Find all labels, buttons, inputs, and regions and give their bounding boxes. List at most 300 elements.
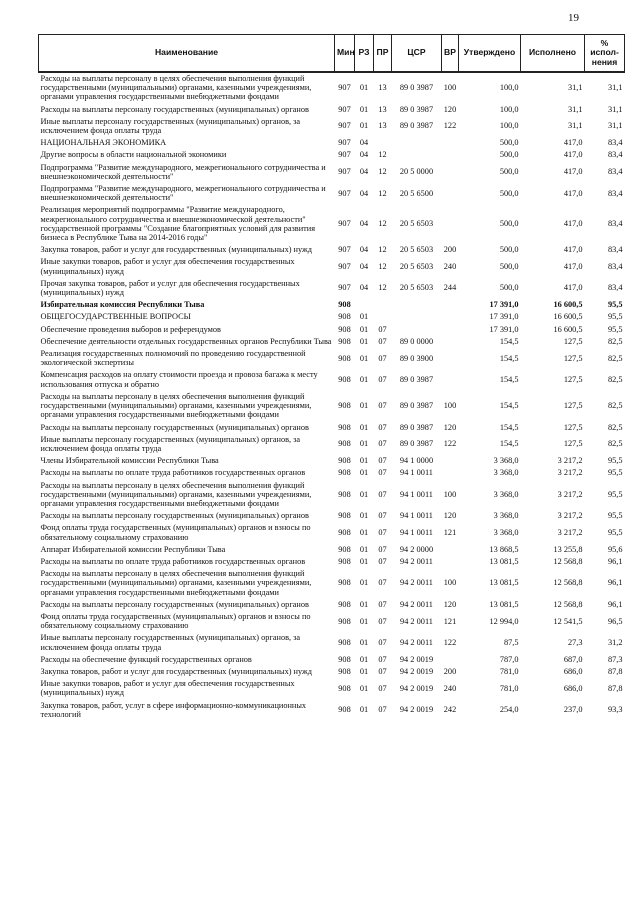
cell-percent: 31,1 [607, 104, 623, 114]
cell-name: Иные выплаты персоналу государственных (муниципальных) органов, за исключением фонда оплаты труда [40, 633, 301, 652]
cell-name: Расходы на выплаты персоналу государственных (муниципальных) органов [40, 422, 309, 432]
cell-rz: 01 [359, 511, 369, 521]
cell-min: 907 [338, 219, 351, 229]
cell-rz: 01 [359, 544, 369, 554]
cell-vr: 120 [443, 422, 457, 432]
cell-vr: 122 [443, 637, 457, 647]
cell-min: 908 [338, 439, 351, 449]
header-approved: Утверждено [459, 35, 521, 73]
cell-rz: 01 [359, 353, 369, 363]
header-min: Мин [335, 35, 355, 73]
cell-approved: 154,5 [499, 401, 519, 411]
cell-vr [442, 556, 459, 568]
cell-executed: 31,1 [567, 121, 583, 131]
cell-approved: 154,5 [499, 439, 519, 449]
table-row [39, 299, 625, 311]
cell-rz: 01 [359, 637, 369, 647]
table-row [39, 522, 625, 543]
table-row [39, 104, 625, 116]
cell-percent: 82,5 [607, 439, 623, 449]
cell-pr [374, 137, 392, 149]
cell-percent: 87,3 [607, 654, 623, 664]
cell-csr: 20 5 0000 [399, 167, 434, 177]
cell-rz: 01 [359, 336, 369, 346]
cell-vr: 100 [443, 489, 457, 499]
cell-min: 908 [338, 401, 351, 411]
cell-name: Фонд оплаты труда государственных (муниципальных) органов и взносы по обязательному социальному страхованию [40, 523, 311, 542]
cell-percent: 83,4 [607, 283, 623, 293]
cell-percent: 82,5 [607, 336, 623, 346]
cell-percent: 83,4 [607, 219, 623, 229]
header-name: Наименование [39, 35, 335, 73]
cell-rz: 04 [359, 245, 369, 255]
cell-name: Расходы на выплаты по оплате труда работников государственных органов [40, 468, 306, 478]
cell-executed: 417,0 [563, 219, 583, 229]
cell-csr: 94 2 0019 [399, 666, 434, 676]
cell-min: 908 [338, 489, 351, 499]
cell-executed: 3 217,2 [557, 527, 583, 537]
cell-pr: 07 [378, 527, 387, 537]
cell-percent: 83,4 [607, 138, 623, 148]
cell-approved: 3 368,0 [493, 468, 519, 478]
cell-percent: 82,5 [607, 375, 623, 385]
cell-min: 908 [338, 312, 351, 322]
cell-name: Компенсация расходов на оплату стоимости проезда и провоза багажа к месту использования отпуска и обратно [40, 370, 318, 389]
cell-csr: 94 1 0011 [400, 511, 433, 521]
cell-rz: 04 [359, 138, 369, 148]
cell-approved: 3 368,0 [493, 527, 519, 537]
table-row [39, 369, 625, 390]
cell-pr: 07 [378, 616, 387, 626]
cell-executed: 127,5 [563, 336, 583, 346]
cell-name: Расходы на выплаты персоналу в целях обеспечения выполнения функций государственными (муниципальными) органами, казенными учреждениями, органами управления государственными внебюджетными фондами [40, 74, 312, 102]
cell-rz: 01 [359, 456, 369, 466]
cell-rz: 01 [359, 666, 369, 676]
cell-csr: 94 2 0011 [400, 578, 433, 588]
cell-name: Прочая закупка товаров, работ и услуг для обеспечения государственных (муниципальных) нужд [40, 278, 300, 298]
cell-rz: 04 [359, 150, 369, 160]
cell-executed: 12 541,5 [553, 616, 583, 626]
cell-min: 908 [338, 616, 351, 626]
cell-pr: 07 [378, 324, 387, 334]
cell-percent: 87,8 [607, 683, 623, 693]
cell-name: Иные закупки товаров, работ и услуг для обеспечения государственных (муниципальных) нужд [40, 679, 295, 698]
cell-min: 908 [338, 527, 351, 537]
cell-name: Реализация мероприятий подпрограммы "Развитие международного, межрегионального сотрудничества и внешнеэкономической деятельности" государственной программы "Создание благоприятных условий для развития бизнеса в Республике Тыва на 2014-2016 годы" [40, 205, 316, 243]
cell-pr: 07 [378, 544, 387, 554]
cell-pr: 12 [378, 150, 387, 160]
cell-approved: 154,5 [499, 353, 519, 363]
cell-csr: 94 1 0000 [399, 456, 434, 466]
cell-vr: 120 [443, 104, 457, 114]
table-row [39, 204, 625, 244]
table-row [39, 544, 625, 556]
cell-csr [392, 137, 442, 149]
table-row [39, 678, 625, 699]
cell-name: Расходы на выплаты персоналу в целях обеспечения выполнения функций государственными (муниципальными) органами, казенными учреждениями, органами управления государственными внебюджетными фондами [40, 569, 312, 597]
table-row [39, 278, 625, 299]
cell-approved: 13 081,5 [489, 578, 519, 588]
cell-executed: 417,0 [563, 188, 583, 198]
cell-approved: 13 081,5 [489, 556, 519, 566]
cell-name: Реализация государственных полномочий по проведению государственной экологической экспертизы [40, 349, 306, 368]
cell-min: 908 [338, 456, 351, 466]
cell-min: 907 [338, 188, 351, 198]
cell-vr: 121 [443, 616, 457, 626]
cell-rz: 01 [359, 468, 369, 478]
cell-pr: 07 [378, 705, 387, 715]
cell-executed: 127,5 [563, 375, 583, 385]
cell-min: 907 [338, 138, 351, 148]
cell-rz: 01 [359, 578, 369, 588]
table-row [39, 480, 625, 511]
cell-name: Члены Избирательной комиссии Республики Тыва [40, 456, 219, 466]
cell-vr [442, 299, 459, 311]
cell-csr: 89 0 3900 [399, 353, 434, 363]
cell-vr: 100 [443, 578, 457, 588]
cell-min: 907 [338, 150, 351, 160]
cell-percent: 96,5 [607, 616, 623, 626]
cell-vr [442, 183, 459, 204]
cell-approved: 787,0 [499, 654, 519, 664]
table-row [39, 632, 625, 653]
cell-vr [442, 324, 459, 336]
cell-csr: 20 5 6503 [399, 245, 434, 255]
cell-vr [442, 455, 459, 467]
cell-csr: 94 2 0019 [399, 683, 434, 693]
cell-name: ОБЩЕГОСУДАРСТВЕННЫЕ ВОПРОСЫ [40, 312, 191, 322]
cell-pr: 12 [378, 245, 387, 255]
cell-executed: 27,3 [567, 637, 583, 647]
cell-rz: 01 [359, 683, 369, 693]
cell-min: 908 [338, 324, 351, 334]
cell-approved: 500,0 [499, 262, 519, 272]
cell-rz: 01 [359, 556, 369, 566]
cell-name: Закупка товаров, работ, услуг в сфере информационно-коммуникационных технологий [40, 700, 307, 719]
cell-min: 908 [338, 654, 351, 664]
cell-executed: 3 217,2 [557, 468, 583, 478]
table-row [39, 72, 625, 104]
cell-approved: 17 391,0 [489, 300, 519, 310]
cell-rz: 04 [359, 167, 369, 177]
cell-executed: 16 600,5 [553, 324, 583, 334]
cell-executed: 417,0 [563, 150, 583, 160]
cell-csr: 94 2 0011 [400, 616, 433, 626]
cell-name: Расходы на выплаты персоналу в целях обеспечения выполнения функций государственными (муниципальными) органами, казенными учреждениями, органами управления государственными внебюджетными фондами [40, 391, 312, 420]
cell-name: Закупка товаров, работ и услуг для государственных (муниципальных) нужд [40, 666, 312, 676]
cell-vr: 121 [443, 527, 457, 537]
cell-approved: 500,0 [499, 219, 519, 229]
cell-vr: 244 [443, 283, 457, 293]
cell-pr: 12 [378, 283, 387, 293]
cell-pr: 07 [378, 456, 387, 466]
table-row [39, 556, 625, 568]
table-row [39, 162, 625, 183]
cell-vr: 120 [443, 599, 457, 609]
table-row [39, 467, 625, 479]
cell-percent: 95,5 [607, 324, 623, 334]
table-header-row [39, 35, 625, 73]
cell-executed: 687,0 [563, 654, 583, 664]
cell-approved: 500,0 [499, 150, 519, 160]
cell-pr [374, 299, 392, 311]
header-csr: ЦСР [392, 35, 442, 73]
cell-pr: 12 [378, 262, 387, 272]
cell-name: Избирательная комиссия Республики Тыва [40, 300, 205, 310]
cell-min: 908 [338, 468, 351, 478]
cell-min: 907 [338, 121, 351, 131]
cell-percent: 95,5 [607, 456, 623, 466]
cell-executed: 31,1 [567, 104, 583, 114]
cell-csr: 94 2 0000 [399, 544, 434, 554]
table-row [39, 599, 625, 611]
page-number: 19 [568, 12, 579, 24]
cell-percent: 95,6 [607, 544, 623, 554]
cell-approved: 154,5 [499, 336, 519, 346]
cell-csr: 89 0 3987 [399, 121, 434, 131]
cell-csr: 94 2 0011 [400, 556, 433, 566]
cell-min: 908 [338, 300, 351, 310]
cell-vr [442, 149, 459, 161]
cell-percent: 31,1 [607, 121, 623, 131]
header-pr: ПР [374, 35, 392, 73]
cell-csr [392, 311, 442, 323]
cell-min: 908 [338, 637, 351, 647]
cell-executed: 686,0 [563, 666, 583, 676]
cell-executed: 127,5 [563, 439, 583, 449]
cell-percent: 95,5 [607, 468, 623, 478]
cell-vr [442, 654, 459, 666]
cell-pr: 13 [378, 83, 387, 93]
header-percent: % исполнения [585, 35, 625, 73]
cell-rz: 04 [359, 188, 369, 198]
cell-vr [442, 137, 459, 149]
cell-percent: 95,5 [607, 511, 623, 521]
table-row [39, 116, 625, 137]
cell-vr: 100 [443, 83, 457, 93]
cell-name: Расходы на обеспечение функций государственных органов [40, 654, 252, 664]
cell-pr: 07 [378, 489, 387, 499]
cell-executed: 31,1 [567, 83, 583, 93]
cell-executed: 12 568,8 [553, 578, 583, 588]
cell-pr: 07 [378, 578, 387, 588]
cell-vr [442, 311, 459, 323]
cell-approved: 154,5 [499, 422, 519, 432]
cell-percent: 82,5 [607, 353, 623, 363]
cell-name: Другие вопросы в области национальной экономики [40, 150, 227, 160]
cell-percent: 95,5 [607, 489, 623, 499]
cell-vr: 200 [443, 666, 457, 676]
cell-name: Расходы на выплаты персоналу в целях обеспечения выполнения функций государственными (муниципальными) органами, казенными учреждениями, органами управления государственными внебюджетными фондами [40, 480, 312, 508]
cell-min: 907 [338, 262, 351, 272]
cell-approved: 500,0 [499, 167, 519, 177]
cell-min: 908 [338, 544, 351, 554]
cell-rz: 04 [359, 219, 369, 229]
cell-rz: 01 [359, 527, 369, 537]
table-body [39, 72, 625, 721]
cell-csr: 20 5 6503 [399, 262, 434, 272]
cell-executed: 3 217,2 [557, 489, 583, 499]
table-row [39, 183, 625, 204]
cell-csr: 20 5 6500 [399, 188, 434, 198]
cell-approved: 500,0 [499, 245, 519, 255]
cell-approved: 500,0 [499, 188, 519, 198]
table-row [39, 256, 625, 277]
cell-percent: 83,4 [607, 167, 623, 177]
cell-executed: 417,0 [563, 138, 583, 148]
header-rz: РЗ [355, 35, 374, 73]
cell-approved: 254,0 [499, 705, 519, 715]
cell-rz: 04 [359, 283, 369, 293]
cell-csr: 89 0 0000 [399, 336, 434, 346]
cell-rz: 01 [359, 83, 369, 93]
cell-approved: 154,5 [499, 375, 519, 385]
cell-percent: 31,1 [607, 83, 623, 93]
cell-pr: 12 [378, 188, 387, 198]
cell-name: Аппарат Избирательной комиссии Республики Тыва [40, 544, 226, 554]
cell-vr: 100 [443, 401, 457, 411]
cell-name: Закупка товаров, работ и услуг для государственных (муниципальных) нужд [40, 245, 312, 255]
cell-csr: 89 0 3987 [399, 439, 434, 449]
cell-pr: 07 [378, 637, 387, 647]
cell-pr: 07 [378, 439, 387, 449]
table-row [39, 700, 625, 721]
cell-rz: 01 [359, 654, 369, 664]
cell-csr [392, 324, 442, 336]
cell-executed: 417,0 [563, 245, 583, 255]
cell-percent: 83,4 [607, 188, 623, 198]
cell-min: 908 [338, 556, 351, 566]
cell-executed: 127,5 [563, 353, 583, 363]
cell-rz: 01 [359, 104, 369, 114]
cell-approved: 12 994,0 [489, 616, 519, 626]
cell-vr [442, 369, 459, 390]
cell-rz: 01 [359, 439, 369, 449]
cell-rz: 01 [359, 324, 369, 334]
cell-pr: 07 [378, 599, 387, 609]
table-row [39, 324, 625, 336]
cell-csr: 94 2 0019 [399, 705, 434, 715]
cell-name: Расходы на выплаты персоналу государственных (муниципальных) органов [40, 599, 309, 609]
cell-percent: 95,5 [607, 300, 623, 310]
cell-csr: 94 1 0011 [400, 468, 433, 478]
table-row [39, 434, 625, 455]
cell-csr: 94 1 0011 [400, 527, 433, 537]
cell-pr: 07 [378, 556, 387, 566]
cell-percent: 83,4 [607, 262, 623, 272]
cell-pr [374, 311, 392, 323]
cell-name: Иные выплаты персоналу государственных (муниципальных) органов, за исключением фонда оплаты труда [40, 116, 301, 136]
table-row [39, 244, 625, 256]
cell-name: Расходы на выплаты персоналу государственных (муниципальных) органов [40, 511, 309, 521]
cell-min: 908 [338, 599, 351, 609]
cell-vr: 240 [443, 262, 457, 272]
cell-name: Обеспечение деятельности отдельных государственных органов Республики Тыва [40, 336, 332, 346]
cell-name: НАЦИОНАЛЬНАЯ ЭКОНОМИКА [40, 138, 167, 148]
cell-pr: 07 [378, 511, 387, 521]
cell-percent: 96,1 [607, 578, 623, 588]
cell-pr: 13 [378, 104, 387, 114]
cell-csr: 94 2 0019 [399, 654, 434, 664]
cell-pr: 13 [378, 121, 387, 131]
cell-vr [442, 162, 459, 183]
cell-csr: 94 2 0011 [400, 637, 433, 647]
cell-min: 908 [338, 683, 351, 693]
cell-approved: 500,0 [499, 283, 519, 293]
cell-name: Расходы на выплаты по оплате труда работников государственных органов [40, 556, 306, 566]
table-row [39, 510, 625, 522]
cell-executed: 12 568,8 [553, 556, 583, 566]
table-row [39, 336, 625, 348]
cell-pr: 07 [378, 666, 387, 676]
cell-rz [355, 299, 374, 311]
cell-percent: 96,1 [607, 599, 623, 609]
table-row [39, 568, 625, 599]
table-row [39, 422, 625, 434]
cell-executed: 127,5 [563, 422, 583, 432]
cell-rz: 01 [359, 489, 369, 499]
cell-vr: 200 [443, 245, 457, 255]
cell-min: 908 [338, 666, 351, 676]
cell-percent: 31,2 [607, 637, 623, 647]
cell-min: 908 [338, 336, 351, 346]
cell-csr: 94 1 0011 [400, 489, 433, 499]
cell-approved: 3 368,0 [493, 456, 519, 466]
cell-approved: 100,0 [499, 121, 519, 131]
cell-vr [442, 348, 459, 369]
table-row [39, 666, 625, 678]
cell-csr: 89 0 3987 [399, 83, 434, 93]
cell-pr: 07 [378, 375, 387, 385]
table-row [39, 654, 625, 666]
cell-vr [442, 204, 459, 244]
cell-approved: 87,5 [503, 637, 519, 647]
cell-csr: 20 5 6503 [399, 219, 434, 229]
cell-percent: 95,5 [607, 312, 623, 322]
cell-vr [442, 467, 459, 479]
cell-min: 907 [338, 167, 351, 177]
cell-executed: 16 600,5 [553, 300, 583, 310]
cell-min: 908 [338, 353, 351, 363]
cell-min: 908 [338, 511, 351, 521]
cell-csr: 94 2 0011 [400, 599, 433, 609]
cell-csr: 89 0 3987 [399, 104, 434, 114]
cell-csr [392, 149, 442, 161]
cell-approved: 500,0 [499, 138, 519, 148]
table-row [39, 137, 625, 149]
cell-executed: 16 600,5 [553, 312, 583, 322]
cell-min: 907 [338, 83, 351, 93]
cell-percent: 96,1 [607, 556, 623, 566]
cell-percent: 93,3 [607, 705, 623, 715]
cell-approved: 17 391,0 [489, 312, 519, 322]
cell-csr: 89 0 3987 [399, 422, 434, 432]
table-row [39, 455, 625, 467]
cell-pr: 07 [378, 336, 387, 346]
cell-approved: 13 081,5 [489, 599, 519, 609]
cell-rz: 01 [359, 312, 369, 322]
cell-pr: 07 [378, 468, 387, 478]
cell-rz: 01 [359, 599, 369, 609]
cell-approved: 100,0 [499, 104, 519, 114]
cell-name: Фонд оплаты труда государственных (муниципальных) органов и взносы по обязательному социальному страхованию [40, 611, 311, 631]
cell-executed: 13 255,8 [553, 544, 583, 554]
cell-rz: 01 [359, 375, 369, 385]
cell-executed: 12 568,8 [553, 599, 583, 609]
cell-min: 907 [338, 283, 351, 293]
cell-percent: 82,5 [607, 422, 623, 432]
cell-vr [442, 544, 459, 556]
